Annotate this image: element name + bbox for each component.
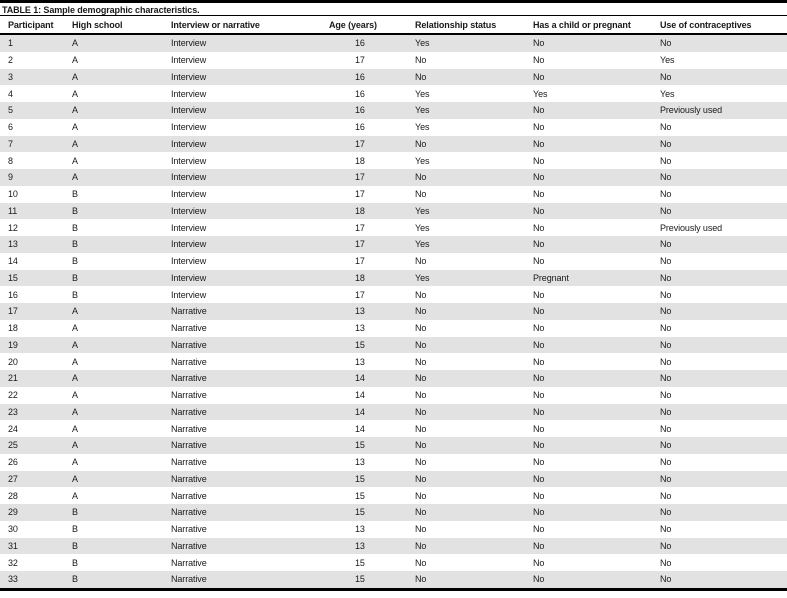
cell-participant: 10 [8, 189, 18, 200]
cell-relationship-status: Yes [415, 105, 430, 116]
cell-use-of-contraceptives: No [660, 406, 672, 417]
cell-high-school: B [72, 189, 78, 200]
cell-interview-or-narrative: Interview [171, 105, 207, 116]
column-header-has-child-or-pregnant: Has a child or pregnant [533, 19, 631, 30]
cell-use-of-contraceptives: No [660, 540, 672, 551]
cell-has-child-or-pregnant: No [533, 71, 545, 82]
cell-participant: 21 [8, 373, 18, 384]
cell-high-school: A [72, 71, 78, 82]
cell-interview-or-narrative: Interview [171, 222, 207, 233]
cell-use-of-contraceptives: No [660, 440, 672, 451]
cell-age: 15 [355, 557, 365, 568]
cell-high-school: A [72, 473, 78, 484]
cell-use-of-contraceptives: No [660, 289, 672, 300]
table-row [0, 152, 787, 169]
cell-use-of-contraceptives: No [660, 356, 672, 367]
cell-interview-or-narrative: Narrative [171, 507, 207, 518]
cell-high-school: B [72, 557, 78, 568]
cell-has-child-or-pregnant: No [533, 55, 545, 66]
cell-use-of-contraceptives: Previously used [660, 105, 723, 116]
table-title: TABLE 1: Sample demographic characteristics. [2, 5, 200, 15]
cell-interview-or-narrative: Interview [171, 88, 207, 99]
cell-age: 16 [355, 122, 365, 133]
cell-use-of-contraceptives: No [660, 172, 672, 183]
cell-has-child-or-pregnant: No [533, 356, 545, 367]
cell-relationship-status: No [415, 339, 427, 350]
cell-interview-or-narrative: Narrative [171, 390, 207, 401]
cell-relationship-status: No [415, 440, 427, 451]
cell-age: 17 [355, 289, 365, 300]
cell-relationship-status: No [415, 172, 427, 183]
cell-has-child-or-pregnant: No [533, 306, 545, 317]
cell-relationship-status: Yes [415, 155, 430, 166]
cell-has-child-or-pregnant: No [533, 339, 545, 350]
cell-high-school: A [72, 440, 78, 451]
cell-has-child-or-pregnant: No [533, 490, 545, 501]
cell-use-of-contraceptives: No [660, 390, 672, 401]
cell-use-of-contraceptives: No [660, 373, 672, 384]
cell-use-of-contraceptives: Yes [660, 88, 675, 99]
cell-age: 13 [355, 323, 365, 334]
cell-age: 13 [355, 540, 365, 551]
cell-relationship-status: No [415, 473, 427, 484]
cell-use-of-contraceptives: No [660, 138, 672, 149]
table-row [0, 353, 787, 370]
cell-has-child-or-pregnant: No [533, 440, 545, 451]
cell-age: 18 [355, 205, 365, 216]
cell-age: 16 [355, 38, 365, 49]
cell-high-school: B [72, 574, 78, 585]
cell-interview-or-narrative: Narrative [171, 557, 207, 568]
cell-age: 15 [355, 574, 365, 585]
cell-high-school: B [72, 540, 78, 551]
table-row [0, 471, 787, 488]
cell-use-of-contraceptives: No [660, 306, 672, 317]
cell-relationship-status: No [415, 423, 427, 434]
cell-relationship-status: Yes [415, 205, 430, 216]
cell-age: 17 [355, 189, 365, 200]
cell-participant: 15 [8, 272, 18, 283]
cell-has-child-or-pregnant: No [533, 524, 545, 535]
cell-high-school: B [72, 205, 78, 216]
cell-age: 14 [355, 406, 365, 417]
cell-participant: 2 [8, 55, 13, 66]
cell-relationship-status: No [415, 356, 427, 367]
cell-participant: 28 [8, 490, 18, 501]
cell-participant: 5 [8, 105, 13, 116]
table-row [0, 504, 787, 521]
cell-use-of-contraceptives: No [660, 272, 672, 283]
cell-high-school: A [72, 306, 78, 317]
cell-participant: 9 [8, 172, 13, 183]
cell-has-child-or-pregnant: No [533, 239, 545, 250]
cell-use-of-contraceptives: No [660, 239, 672, 250]
cell-interview-or-narrative: Interview [171, 155, 207, 166]
cell-age: 15 [355, 490, 365, 501]
cell-age: 14 [355, 390, 365, 401]
cell-has-child-or-pregnant: No [533, 473, 545, 484]
cell-has-child-or-pregnant: No [533, 457, 545, 468]
cell-high-school: B [72, 507, 78, 518]
cell-use-of-contraceptives: No [660, 524, 672, 535]
cell-participant: 12 [8, 222, 18, 233]
cell-has-child-or-pregnant: No [533, 205, 545, 216]
cell-participant: 22 [8, 390, 18, 401]
cell-interview-or-narrative: Narrative [171, 457, 207, 468]
table-row [0, 219, 787, 236]
cell-participant: 31 [8, 540, 18, 551]
cell-high-school: B [72, 524, 78, 535]
cell-use-of-contraceptives: No [660, 423, 672, 434]
cell-use-of-contraceptives: No [660, 205, 672, 216]
cell-participant: 4 [8, 88, 13, 99]
table-row [0, 554, 787, 571]
cell-age: 14 [355, 373, 365, 384]
cell-relationship-status: No [415, 540, 427, 551]
cell-relationship-status: No [415, 390, 427, 401]
table-row [0, 136, 787, 153]
cell-relationship-status: No [415, 289, 427, 300]
cell-high-school: A [72, 88, 78, 99]
cell-high-school: B [72, 239, 78, 250]
table-row [0, 521, 787, 538]
cell-age: 15 [355, 339, 365, 350]
cell-relationship-status: No [415, 457, 427, 468]
cell-interview-or-narrative: Interview [171, 256, 207, 267]
cell-has-child-or-pregnant: No [533, 189, 545, 200]
cell-age: 13 [355, 356, 365, 367]
cell-interview-or-narrative: Narrative [171, 323, 207, 334]
cell-age: 15 [355, 440, 365, 451]
cell-age: 13 [355, 524, 365, 535]
table-row [0, 404, 787, 421]
cell-relationship-status: No [415, 490, 427, 501]
table-row [0, 236, 787, 253]
cell-use-of-contraceptives: Previously used [660, 222, 723, 233]
cell-high-school: B [72, 272, 78, 283]
table-row [0, 320, 787, 337]
cell-participant: 24 [8, 423, 18, 434]
cell-age: 17 [355, 256, 365, 267]
cell-high-school: B [72, 289, 78, 300]
cell-relationship-status: No [415, 71, 427, 82]
cell-participant: 25 [8, 440, 18, 451]
cell-relationship-status: Yes [415, 88, 430, 99]
cell-age: 17 [355, 239, 365, 250]
cell-has-child-or-pregnant: No [533, 323, 545, 334]
table-row [0, 420, 787, 437]
table-row [0, 538, 787, 555]
cell-age: 17 [355, 172, 365, 183]
cell-high-school: A [72, 406, 78, 417]
cell-use-of-contraceptives: No [660, 256, 672, 267]
column-header-relationship-status: Relationship status [415, 19, 497, 30]
cell-participant: 32 [8, 557, 18, 568]
cell-participant: 1 [8, 38, 13, 49]
cell-high-school: A [72, 339, 78, 350]
cell-age: 16 [355, 105, 365, 116]
cell-participant: 30 [8, 524, 18, 535]
cell-participant: 27 [8, 473, 18, 484]
cell-interview-or-narrative: Interview [171, 138, 207, 149]
cell-use-of-contraceptives: No [660, 457, 672, 468]
table-row [0, 454, 787, 471]
table-row [0, 169, 787, 186]
cell-high-school: A [72, 38, 78, 49]
cell-has-child-or-pregnant: No [533, 122, 545, 133]
table-row [0, 437, 787, 454]
cell-has-child-or-pregnant: No [533, 557, 545, 568]
cell-use-of-contraceptives: Yes [660, 55, 675, 66]
cell-high-school: A [72, 457, 78, 468]
cell-has-child-or-pregnant: No [533, 373, 545, 384]
table-row [0, 270, 787, 287]
cell-interview-or-narrative: Narrative [171, 440, 207, 451]
cell-age: 18 [355, 155, 365, 166]
cell-relationship-status: Yes [415, 122, 430, 133]
table-bottom-rule [0, 588, 787, 591]
table-row [0, 69, 787, 86]
cell-participant: 13 [8, 239, 18, 250]
cell-relationship-status: No [415, 189, 427, 200]
cell-age: 17 [355, 138, 365, 149]
cell-participant: 26 [8, 457, 18, 468]
cell-relationship-status: Yes [415, 272, 430, 283]
cell-interview-or-narrative: Narrative [171, 406, 207, 417]
cell-interview-or-narrative: Narrative [171, 373, 207, 384]
column-header-age: Age (years) [329, 19, 377, 30]
cell-relationship-status: No [415, 406, 427, 417]
cell-has-child-or-pregnant: No [533, 38, 545, 49]
cell-high-school: A [72, 373, 78, 384]
table-row [0, 303, 787, 320]
cell-participant: 33 [8, 574, 18, 585]
cell-age: 17 [355, 55, 365, 66]
cell-interview-or-narrative: Narrative [171, 574, 207, 585]
table-row [0, 286, 787, 303]
cell-participant: 8 [8, 155, 13, 166]
cell-use-of-contraceptives: No [660, 155, 672, 166]
cell-age: 15 [355, 507, 365, 518]
cell-use-of-contraceptives: No [660, 339, 672, 350]
cell-participant: 3 [8, 71, 13, 82]
cell-high-school: B [72, 222, 78, 233]
cell-interview-or-narrative: Interview [171, 71, 207, 82]
cell-relationship-status: No [415, 323, 427, 334]
table-row [0, 203, 787, 220]
table-row [0, 387, 787, 404]
cell-high-school: A [72, 138, 78, 149]
cell-high-school: A [72, 105, 78, 116]
cell-high-school: A [72, 172, 78, 183]
cell-has-child-or-pregnant: No [533, 172, 545, 183]
cell-has-child-or-pregnant: No [533, 105, 545, 116]
table-row [0, 102, 787, 119]
table-row [0, 52, 787, 69]
cell-has-child-or-pregnant: Yes [533, 88, 548, 99]
column-header-interview-or-narrative: Interview or narrative [171, 19, 260, 30]
cell-age: 16 [355, 71, 365, 82]
cell-high-school: A [72, 356, 78, 367]
cell-high-school: A [72, 423, 78, 434]
cell-interview-or-narrative: Narrative [171, 339, 207, 350]
cell-has-child-or-pregnant: Pregnant [533, 272, 569, 283]
cell-interview-or-narrative: Interview [171, 189, 207, 200]
cell-participant: 19 [8, 339, 18, 350]
table-row [0, 370, 787, 387]
cell-participant: 23 [8, 406, 18, 417]
cell-relationship-status: Yes [415, 239, 430, 250]
cell-interview-or-narrative: Narrative [171, 356, 207, 367]
cell-has-child-or-pregnant: No [533, 390, 545, 401]
cell-age: 16 [355, 88, 365, 99]
cell-has-child-or-pregnant: No [533, 138, 545, 149]
cell-use-of-contraceptives: No [660, 574, 672, 585]
cell-age: 13 [355, 457, 365, 468]
table-row [0, 253, 787, 270]
cell-use-of-contraceptives: No [660, 71, 672, 82]
cell-use-of-contraceptives: No [660, 507, 672, 518]
cell-participant: 20 [8, 356, 18, 367]
cell-has-child-or-pregnant: No [533, 574, 545, 585]
cell-has-child-or-pregnant: No [533, 155, 545, 166]
cell-has-child-or-pregnant: No [533, 507, 545, 518]
cell-interview-or-narrative: Narrative [171, 306, 207, 317]
cell-interview-or-narrative: Narrative [171, 473, 207, 484]
cell-has-child-or-pregnant: No [533, 256, 545, 267]
cell-participant: 29 [8, 507, 18, 518]
cell-interview-or-narrative: Narrative [171, 524, 207, 535]
table-row [0, 487, 787, 504]
cell-high-school: A [72, 490, 78, 501]
cell-interview-or-narrative: Interview [171, 38, 207, 49]
cell-has-child-or-pregnant: No [533, 289, 545, 300]
cell-high-school: A [72, 55, 78, 66]
column-header-high-school: High school [72, 19, 123, 30]
cell-age: 13 [355, 306, 365, 317]
cell-has-child-or-pregnant: No [533, 423, 545, 434]
cell-participant: 14 [8, 256, 18, 267]
table-row [0, 571, 787, 588]
table-header-row [0, 16, 787, 33]
cell-high-school: A [72, 323, 78, 334]
cell-use-of-contraceptives: No [660, 557, 672, 568]
cell-use-of-contraceptives: No [660, 473, 672, 484]
cell-has-child-or-pregnant: No [533, 222, 545, 233]
cell-interview-or-narrative: Interview [171, 239, 207, 250]
cell-use-of-contraceptives: No [660, 490, 672, 501]
cell-has-child-or-pregnant: No [533, 540, 545, 551]
cell-interview-or-narrative: Interview [171, 289, 207, 300]
cell-relationship-status: No [415, 55, 427, 66]
table-row [0, 85, 787, 102]
cell-age: 18 [355, 272, 365, 283]
cell-age: 15 [355, 473, 365, 484]
cell-high-school: B [72, 256, 78, 267]
cell-participant: 11 [8, 205, 18, 216]
cell-relationship-status: No [415, 557, 427, 568]
cell-high-school: A [72, 390, 78, 401]
cell-high-school: A [72, 155, 78, 166]
cell-high-school: A [72, 122, 78, 133]
cell-relationship-status: No [415, 507, 427, 518]
table-row [0, 337, 787, 354]
cell-use-of-contraceptives: No [660, 122, 672, 133]
column-header-use-of-contraceptives: Use of contraceptives [660, 19, 752, 30]
cell-relationship-status: Yes [415, 222, 430, 233]
cell-relationship-status: No [415, 256, 427, 267]
cell-relationship-status: No [415, 138, 427, 149]
cell-interview-or-narrative: Interview [171, 172, 207, 183]
cell-interview-or-narrative: Narrative [171, 540, 207, 551]
table-row [0, 35, 787, 52]
cell-use-of-contraceptives: No [660, 189, 672, 200]
cell-relationship-status: No [415, 574, 427, 585]
cell-participant: 16 [8, 289, 18, 300]
cell-use-of-contraceptives: No [660, 38, 672, 49]
cell-interview-or-narrative: Interview [171, 55, 207, 66]
cell-age: 17 [355, 222, 365, 233]
cell-interview-or-narrative: Interview [171, 205, 207, 216]
cell-participant: 6 [8, 122, 13, 133]
table-body [0, 35, 787, 588]
cell-use-of-contraceptives: No [660, 323, 672, 334]
cell-relationship-status: Yes [415, 38, 430, 49]
table-row [0, 186, 787, 203]
cell-participant: 17 [8, 306, 18, 317]
cell-relationship-status: No [415, 306, 427, 317]
cell-has-child-or-pregnant: No [533, 406, 545, 417]
cell-relationship-status: No [415, 373, 427, 384]
column-header-participant: Participant [8, 19, 54, 30]
table-row [0, 119, 787, 136]
cell-participant: 7 [8, 138, 13, 149]
cell-age: 14 [355, 423, 365, 434]
cell-interview-or-narrative: Narrative [171, 423, 207, 434]
cell-interview-or-narrative: Narrative [171, 490, 207, 501]
cell-interview-or-narrative: Interview [171, 122, 207, 133]
cell-participant: 18 [8, 323, 18, 334]
cell-interview-or-narrative: Interview [171, 272, 207, 283]
cell-relationship-status: No [415, 524, 427, 535]
